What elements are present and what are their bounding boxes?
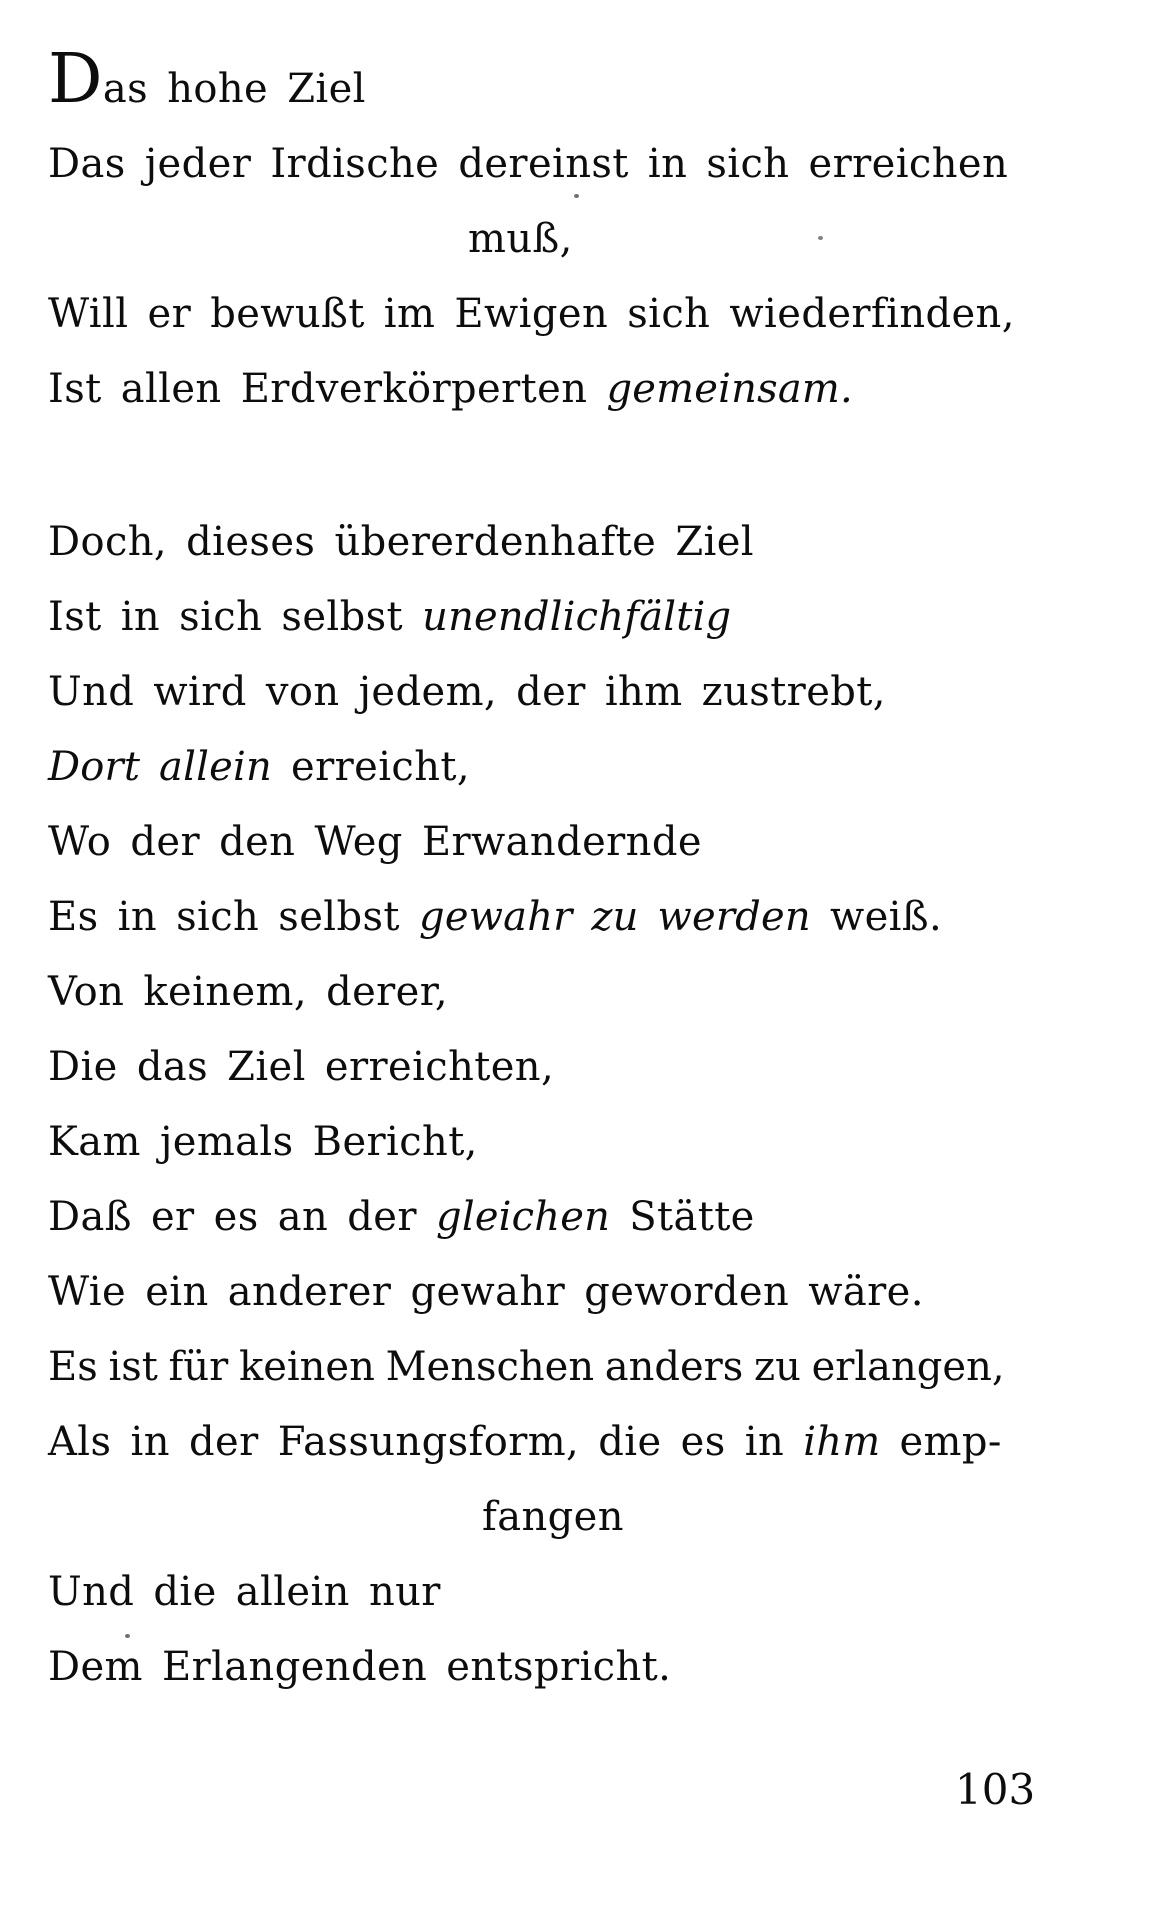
poem-text: emp- (880, 1419, 1002, 1465)
poem-text: Will er bewußt im Ewigen sich wiederfinden, (48, 291, 1015, 337)
poem-line (48, 1105, 1125, 1180)
scan-speck (574, 194, 579, 198)
poem-line (48, 1630, 1125, 1705)
poem-line (48, 805, 1125, 880)
poem-line (48, 352, 1125, 427)
poem-line (48, 505, 1125, 580)
poem-text-italic: gleichen (436, 1194, 611, 1240)
poem-text: Als in der Fassungsform, die es in (48, 1419, 804, 1465)
poem-text: Stätte (610, 1194, 755, 1240)
poem-text: Ist in sich selbst (48, 594, 423, 640)
poem-text: Daß er es an der (48, 1194, 437, 1240)
poem (48, 40, 1125, 1705)
poem-text-italic: ihm (803, 1419, 881, 1465)
poem-text: weiß. (810, 894, 943, 940)
poem-text: Kam jemals Bericht, (48, 1119, 478, 1165)
poem-line (48, 1330, 1125, 1405)
poem-text: Wie ein anderer gewahr geworden wäre. (48, 1269, 924, 1315)
poem-text-italic: gemeinsam. (606, 366, 853, 412)
poem-line (48, 127, 1125, 202)
poem-lines (48, 127, 1125, 1705)
poem-title-rest: as hohe Ziel (102, 66, 366, 112)
poem-line (48, 1180, 1125, 1255)
poem-line (48, 1255, 1125, 1330)
poem-line (48, 955, 1125, 1030)
poem-text-italic: gewahr zu werden (419, 894, 811, 940)
poem-text: Und die allein nur (48, 1569, 441, 1615)
poem-line (48, 655, 1125, 730)
poem-title (48, 40, 1125, 127)
scan-speck (125, 1634, 130, 1638)
poem-text: Die das Ziel erreichten, (48, 1044, 555, 1090)
poem-text: Es ist für keinen Menschen anders zu erlangen, (48, 1344, 1005, 1390)
poem-line (48, 1405, 1125, 1480)
poem-line (48, 730, 1125, 805)
poem-text: fangen (482, 1494, 624, 1540)
poem-text: muß, (468, 216, 573, 262)
poem-text-italic: Dort allein (48, 744, 272, 790)
poem-line (48, 880, 1125, 955)
poem-text: Ist allen Erdverkörperten (48, 366, 607, 412)
poem-text: Und wird von jedem, der ihm zustrebt, (48, 669, 886, 715)
poem-text-italic: unendlichfältig (422, 594, 732, 640)
poem-line (48, 1030, 1125, 1105)
poem-text: Das jeder Irdische dereinst in sich erreichen (48, 141, 1009, 187)
poem-line (48, 1555, 1125, 1630)
poem-line (48, 580, 1125, 655)
poem-text: Doch, dieses übererdenhafte Ziel (48, 519, 754, 565)
poem-text: Von keinem, derer, (48, 969, 448, 1015)
poem-text: erreicht, (271, 744, 470, 790)
poem-text: Wo der den Weg Erwandernde (48, 819, 702, 865)
page-number: 103 (955, 1765, 1036, 1814)
poem-line (48, 277, 1125, 352)
poem-title-initial-cap: D (48, 40, 103, 119)
poem-line (48, 1480, 1125, 1555)
poem-line (48, 202, 1125, 277)
poem-text: Es in sich selbst (48, 894, 420, 940)
scan-speck (818, 236, 823, 240)
poem-text: Dem Erlangenden entspricht. (48, 1644, 672, 1690)
